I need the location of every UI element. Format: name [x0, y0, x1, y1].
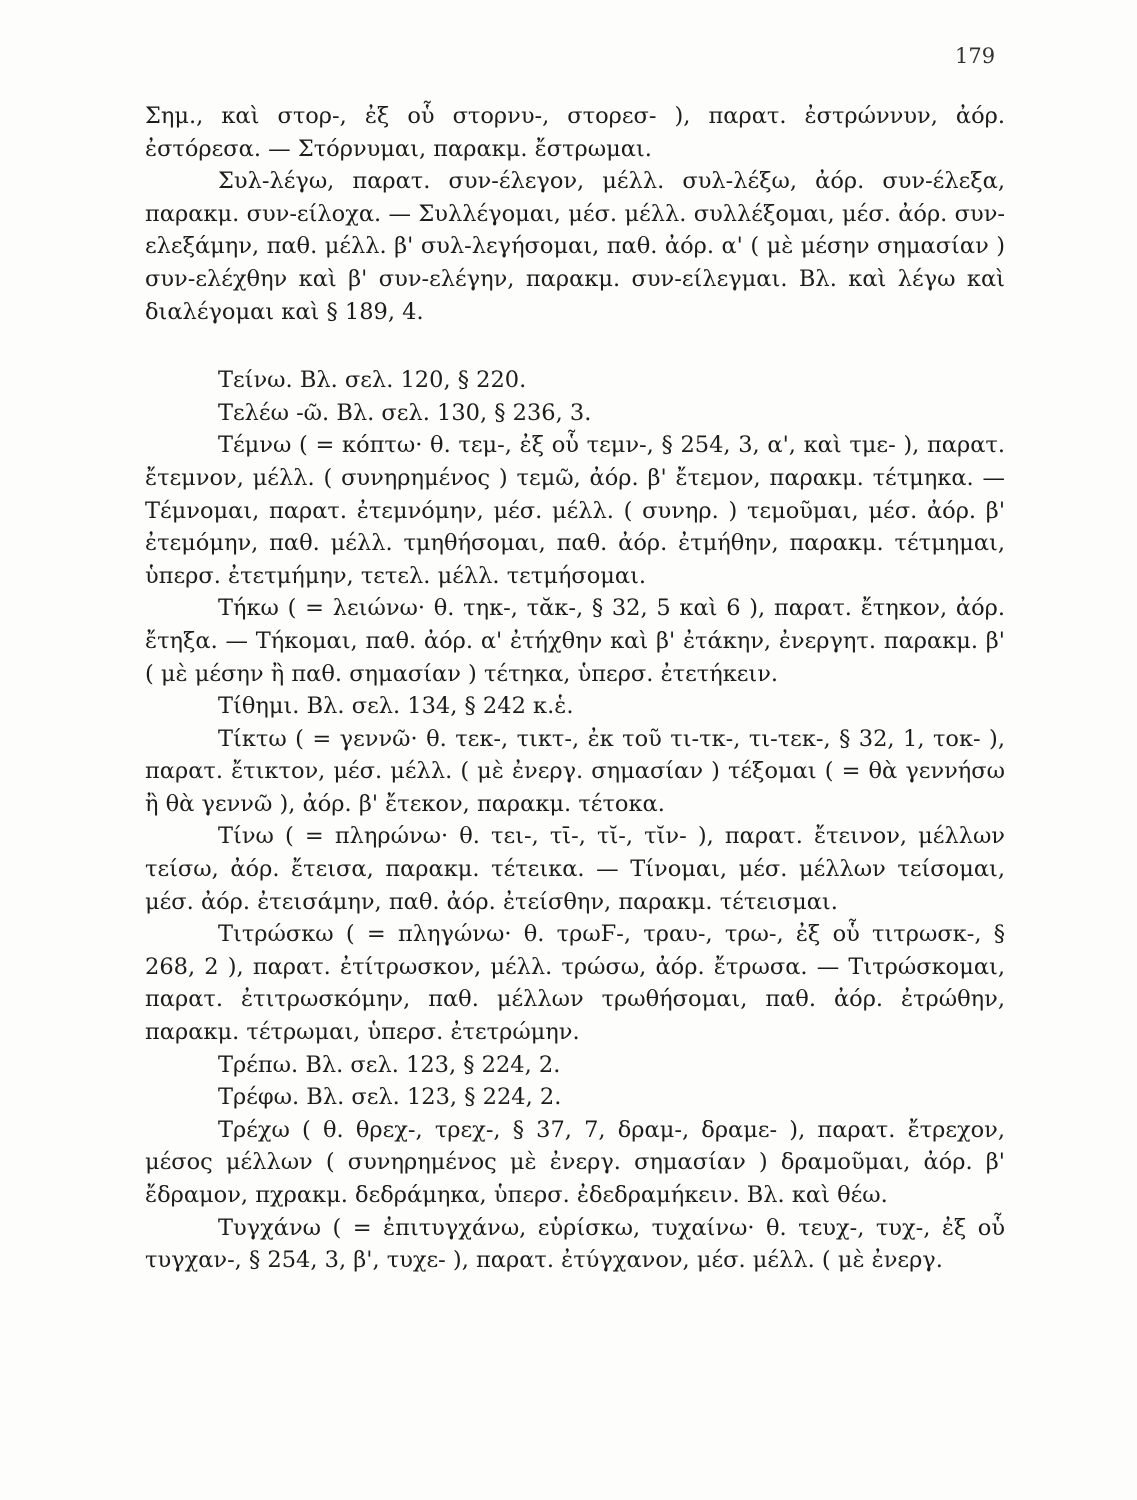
entry-tino: Τίνω ( = πληρώνω· θ. τει-, τῑ-, τῐ-, τῐν- ), παρατ. ἔτεινον, μέλλων τείσω, ἀόρ. ἔτεισα, παρακμ. τέτεικα. — Τίνομαι, μέσ. μέλλων τείσομαι, μέσ. ἀόρ. ἐτεισάμην, παθ. ἀόρ. ἐτείσθην, παρακμ. τέτεισμαι. [145, 823, 1005, 915]
entry-teko: Τήκω ( = λειώνω· θ. τηκ-, τᾰκ-, § 32, 5 καὶ 6 ), παρατ. ἔτηκον, ἀόρ. ἔτηξα. — Τήκομαι, παθ. ἀόρ. α' ἐτήχθην καὶ β' ἐτάκην, ἐνεργητ. παρακμ. β' ( μὲ μέσην ἢ παθ. σημασίαν ) τέτηκα, ὑπερσ. ἐτετήκειν. [145, 595, 1005, 687]
entry-trecho: Τρέχω ( θ. θρεχ-, τρεχ-, § 37, 7, δραμ-, δραμε- ), παρατ. ἔτρεχον, μέσος μέλλων ( συνηρημένος μὲ ἐνεργ. σημασίαν ) δραμοῦμαι, ἀόρ. β' ἔδραμον, πχρακμ. δεδράμηκα, ὑπερσ. ἐδεδραμήκειν. Βλ. καὶ θέω. [145, 1116, 1005, 1208]
dictionary-text [145, 100, 1005, 1277]
entry-teino: Τείνω. Βλ. σελ. 120, § 220. [218, 367, 527, 394]
section-gap [145, 328, 1005, 364]
page-number: 179 [955, 44, 996, 68]
entry-trepo: Τρέπω. Βλ. σελ. 123, § 224, 2. [218, 1051, 561, 1078]
entry-tynchano: Τυγχάνω ( = ἐπιτυγχάνω, εὑρίσκω, τυχαίνω· θ. τευχ-, τυχ-, ἐξ οὗ τυγχαν-, § 254, 3, β', τυχε- ), παρατ. ἐτύγχανον, μέσ. μέλλ. ( μὲ ἐνεργ. [145, 1214, 1005, 1274]
entry-syllego: Συλ-λέγω, παρατ. συν-έλεγον, μέλλ. συλ-λέξω, ἀόρ. συν-έλεξα, παρακμ. συν-είλοχα. — Συλλέγομαι, μέσ. μέλλ. συλλέξομαι, μέσ. ἀόρ. συν-ελεξάμην, παθ. μέλλ. β' συλ-λεγήσομαι, παθ. ἀόρ. α' ( μὲ μέσην σημασίαν ) συν-ελέχθην καὶ β' συν-ελέγην, παρακμ. συν-είλεγμαι. Βλ. καὶ λέγω καὶ διαλέγομαι καὶ § 189, 4. [145, 168, 1005, 325]
paragraph-stornymi-continuation: Σημ., καὶ στορ-, ἐξ οὗ στορνυ-, στορεσ- ), παρατ. ἐστρώννυν, ἀόρ. ἐστόρεσα. — Στόρνυμαι, παρακμ. ἔστρωμαι. [145, 103, 1005, 162]
entry-temno: Τέμνω ( = κόπτω· θ. τεμ-, ἐξ οὗ τεμν-, § 254, 3, α', καὶ τμε- ), παρατ. ἔτεμνον, μέλλ. ( συνηρημένος ) τεμῶ, ἀόρ. β' ἔτεμον, παρακμ. τέτμηκα. — Τέμνομαι, παρατ. ἐτεμνόμην, μέσ. μέλλ. ( συνηρ. ) τεμοῦμαι, μέσ. ἀόρ. β' ἐτεμόμην, παθ. μέλλ. τμηθήσομαι, παθ. ἀόρ. ἐτμήθην, παρακμ. τέτμημαι, ὑπερσ. ἐτετμήμην, τετελ. μέλλ. τετμήσομαι. [145, 432, 1005, 589]
entry-titrosko: Τιτρώσκω ( = πληγώνω· θ. τρωϜ-, τραυ-, τρω-, ἐξ οὗ τιτρωσκ-, § 268, 2 ), παρατ. ἐτίτρωσκον, μέλλ. τρώσω, ἀόρ. ἔτρωσα. — Τιτρώσκομαι, παρατ. ἐτιτρωσκόμην, παθ. μέλλων τρωθήσομαι, παθ. ἀόρ. ἐτρώθην, παρακμ. τέτρωμαι, ὑπερσ. ἐτετρώμην. [145, 921, 1005, 1046]
entry-trepho: Τρέφω. Βλ. σελ. 123, § 224, 2. [218, 1084, 562, 1111]
entry-teleo: Τελέω -ῶ. Βλ. σελ. 130, § 236, 3. [218, 399, 592, 426]
entry-tikto: Τίκτω ( = γεννῶ· θ. τεκ-, τικτ-, ἐκ τοῦ τι-τκ-, τι-τεκ-, § 32, 1, τοκ- ), παρατ. ἔτικτον, μέσ. μέλλ. ( μὲ ἐνεργ. σημασίαν ) τέξομαι ( = θὰ γεννήσω ἢ θὰ γεννῶ ), ἀόρ. β' ἔτεκον, παρακμ. τέτοκα. [145, 725, 1005, 817]
entry-tithemi: Τίθημι. Βλ. σελ. 134, § 242 κ.ἑ. [218, 693, 574, 720]
